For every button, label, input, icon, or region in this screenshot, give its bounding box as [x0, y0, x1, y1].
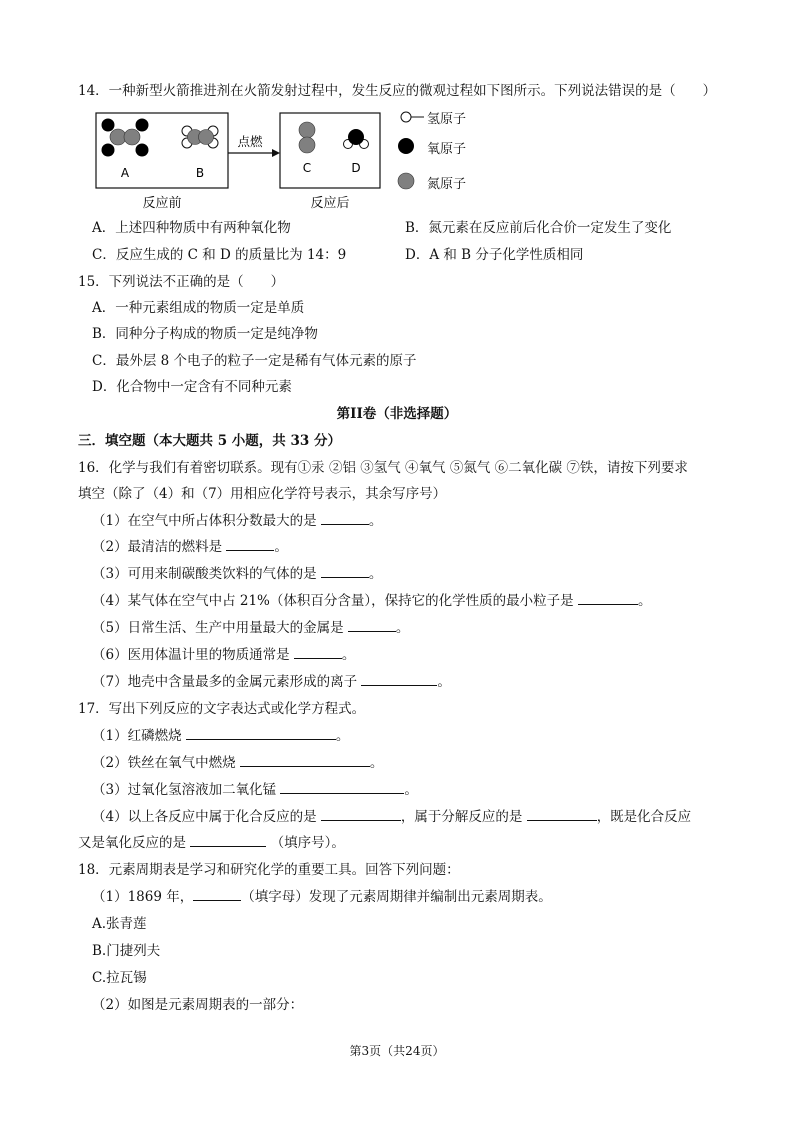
q16-item-3: （3）可用来制碳酸类饮料的气体的是 。 — [92, 566, 383, 582]
answer-blank[interactable] — [348, 619, 396, 632]
before-caption: 反应前 — [142, 196, 182, 211]
q18-option-a[interactable]: A.张青莲 — [92, 916, 147, 932]
answer-blank[interactable] — [294, 646, 342, 659]
q16-item-1: （1）在空气中所占体积分数最大的是 。 — [92, 513, 383, 529]
answer-blank[interactable] — [321, 565, 369, 578]
arrow-icon — [272, 149, 280, 157]
q17-stem: 17．写出下列反应的文字表达式或化学方程式。 — [78, 701, 366, 717]
q15-stem: 15．下列说法不正确的是（ ） — [78, 274, 285, 290]
q15-option-c[interactable]: C．最外层 8 个电子的粒子一定是稀有气体元素的原子 — [92, 353, 417, 369]
molecule-b-icon — [182, 126, 218, 148]
legend-hydrogen-label: 氢原子 — [427, 112, 467, 127]
legend-nitrogen-label: 氮原子 — [427, 177, 467, 192]
q14-option-a[interactable]: A．上述四种物质中有两种氧化物 — [92, 220, 291, 236]
q16-item-4: （4）某气体在空气中占 21%（体积百分含量），保持它的化学性质的最小粒子是 。 — [92, 593, 652, 609]
part3-title: 三．填空题（本大题共 5 小题，共 33 分） — [78, 433, 341, 449]
q16-stem-line2: 填空（除了（4）和（7）用相应化学符号表示，其余写序号） — [78, 486, 447, 502]
answer-blank[interactable] — [186, 727, 336, 740]
q15-option-d[interactable]: D．化合物中一定含有不同种元素 — [92, 379, 292, 395]
q14-option-b[interactable]: B．氮元素在反应前后化合价一定发生了变化 — [405, 220, 672, 236]
answer-blank[interactable] — [527, 808, 597, 821]
arrow-label: 点燃 — [237, 134, 263, 149]
q18-item-2: （2）如图是元素周期表的一部分： — [92, 997, 304, 1013]
molecule-a-icon — [102, 119, 149, 157]
answer-blank[interactable] — [578, 592, 638, 605]
q17-item-3: （3）过氧化氢溶液加二氧化锰 。 — [92, 782, 418, 798]
q18-item-1: （1）1869 年， （填字母）发现了元素周期律并编制出元素周期表。 — [92, 889, 552, 905]
q16-stem-line1: 16．化学与我们有着密切联系。现有①汞 ②铝 ③氢气 ④氧气 ⑤氮气 ⑥二氧化碳 ⑦铁，请按下列要求 — [78, 460, 688, 476]
q14-option-d[interactable]: D．A 和 B 分子化学性质相同 — [405, 247, 584, 263]
label-a: A — [120, 166, 130, 180]
q14-stem: 14．一种新型火箭推进剂在火箭发射过程中，发生反应的微观过程如下图所示。下列说法错误的是（ ） — [78, 83, 717, 99]
before-reaction-box — [96, 113, 228, 188]
molecule-c-icon — [299, 122, 315, 153]
answer-blank[interactable] — [226, 538, 274, 551]
nitrogen-atom-icon — [398, 173, 414, 189]
q17-item-4-line2: 又是氧化反应的是 （填序号）。 — [78, 835, 345, 851]
after-reaction-box — [280, 113, 380, 188]
q17-item-2: （2）铁丝在氧气中燃烧 。 — [92, 755, 384, 771]
label-c: C — [302, 161, 312, 175]
q14-option-c[interactable]: C．反应生成的 C 和 D 的质量比为 14：9 — [92, 247, 347, 263]
answer-blank[interactable] — [240, 754, 370, 767]
q16-item-2: （2）最清洁的燃料是 。 — [92, 539, 288, 555]
answer-blank[interactable] — [321, 808, 401, 821]
reaction-diagram — [94, 108, 394, 212]
q18-stem: 18．元素周期表是学习和研究化学的重要工具。回答下列问题： — [78, 862, 460, 878]
molecule-d-icon — [344, 129, 369, 149]
q15-option-b[interactable]: B．同种分子构成的物质一定是纯净物 — [92, 326, 318, 342]
answer-blank[interactable] — [280, 781, 404, 794]
legend-oxygen-label: 氧原子 — [427, 142, 467, 157]
q18-option-b[interactable]: B.门捷列夫 — [92, 943, 161, 959]
after-caption: 反应后 — [310, 196, 350, 211]
label-d: D — [351, 161, 361, 175]
section-title: 第II卷（非选择题） — [336, 406, 458, 422]
answer-blank[interactable] — [193, 888, 241, 901]
q16-item-5: （5）日常生活、生产中用量最大的金属是 。 — [92, 620, 410, 636]
label-b: B — [195, 166, 205, 180]
page-footer: 第3页（共24页） — [349, 1044, 445, 1058]
oxygen-atom-icon — [398, 138, 414, 154]
answer-blank[interactable] — [361, 673, 437, 686]
q15-option-a[interactable]: A．一种元素组成的物质一定是单质 — [92, 300, 305, 316]
q18-option-c[interactable]: C.拉瓦锡 — [92, 970, 147, 986]
q17-item-1: （1）红磷燃烧 。 — [92, 728, 350, 744]
q16-item-6: （6）医用体温计里的物质通常是 。 — [92, 647, 356, 663]
answer-blank[interactable] — [190, 834, 266, 847]
q17-item-4-line1: （4）以上各反应中属于化合反应的是 ，属于分解反应的是 ，既是化合反应 — [92, 809, 692, 825]
hydrogen-atom-icon — [401, 112, 424, 122]
q16-item-7: （7）地壳中含量最多的金属元素形成的离子 。 — [92, 674, 451, 690]
answer-blank[interactable] — [321, 512, 369, 525]
